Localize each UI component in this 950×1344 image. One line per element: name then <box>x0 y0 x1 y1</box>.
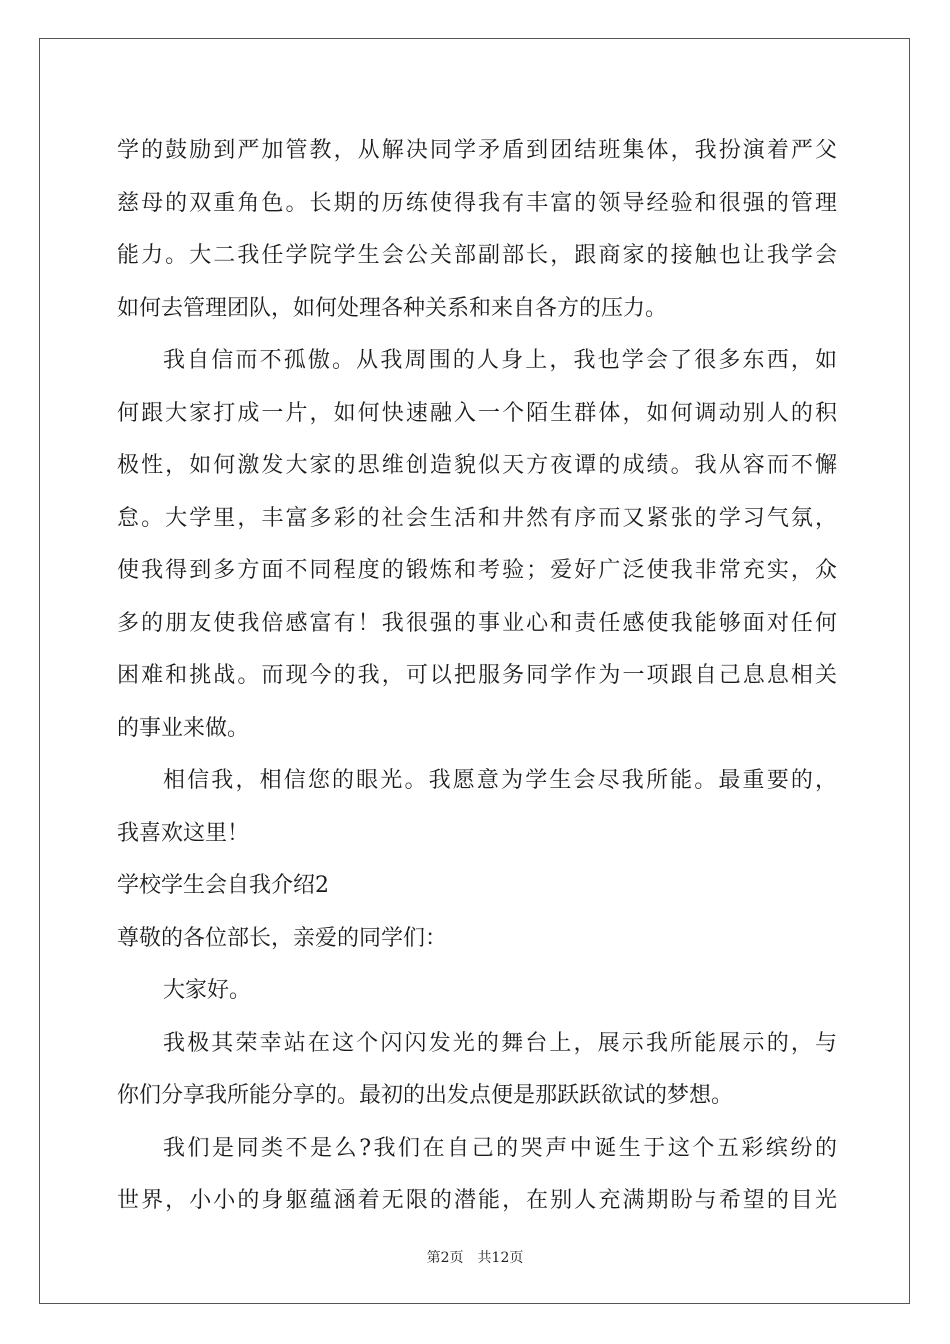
page-number-footer: 第2页 共12页 <box>426 1250 524 1266</box>
salutation: 尊敬的各位部长，亲爱的同学们： <box>117 925 448 951</box>
paragraph-start-line: 我们是同类不是么?我们在自己的哭声中诞生于这个五彩缤纷的 <box>163 1135 837 1161</box>
greeting: 大家好。 <box>163 978 252 1003</box>
paragraph-start-line: 我自信而不孤傲。从我周围的人身上，我也学会了很多东西，如 <box>163 348 837 373</box>
text-line: 如何去管理团队，如何处理各种关系和来自各方的压力。 <box>117 295 668 321</box>
text-line: 极性，如何激发大家的思维创造貌似天方夜谭的成绩。我从容而不懈 <box>117 453 837 478</box>
text-line: 多的朋友使我倍感富有！我很强的事业心和责任感使我能够面对任何 <box>117 610 837 636</box>
text-line: 能力。大二我任学院学生会公关部副部长，跟商家的接触也让我学会 <box>117 243 837 268</box>
section-heading: 学校学生会自我介绍2 <box>117 873 329 898</box>
text-line: 怠。大学里，丰富多彩的社会生活和井然有序而又紧张的学习气氛， <box>117 505 837 531</box>
text-line: 慈母的双重角色。长期的历练使得我有丰富的领导经验和很强的管理 <box>117 190 837 216</box>
text-line: 的事业来做。 <box>117 715 250 741</box>
text-line: 困难和挑战。而现今的我，可以把服务同学作为一项跟自己息息相关 <box>117 663 837 688</box>
paragraph-start-line: 相信我，相信您的眼光。我愿意为学生会尽我所能。最重要的， <box>163 768 837 793</box>
text-line: 我喜欢这里！ <box>117 820 250 846</box>
paragraph-start-line: 我极其荣幸站在这个闪闪发光的舞台上，展示我所能展示的，与 <box>163 1030 837 1056</box>
text-line: 使我得到多方面不同程度的锻炼和考验；爱好广泛使我非常充实，众 <box>117 558 837 583</box>
text-line: 何跟大家打成一片，如何快速融入一个陌生群体，如何调动别人的积 <box>117 400 837 426</box>
text-line: 学的鼓励到严加管教，从解决同学矛盾到团结班集体，我扮演着严父 <box>117 138 837 163</box>
text-line: 世界，小小的身躯蕴涵着无限的潜能，在别人充满期盼与希望的目光 <box>117 1188 837 1213</box>
document-body <box>117 125 837 1228</box>
text-line: 你们分享我所能分享的。最初的出发点便是那跃跃欲试的梦想。 <box>117 1083 734 1108</box>
